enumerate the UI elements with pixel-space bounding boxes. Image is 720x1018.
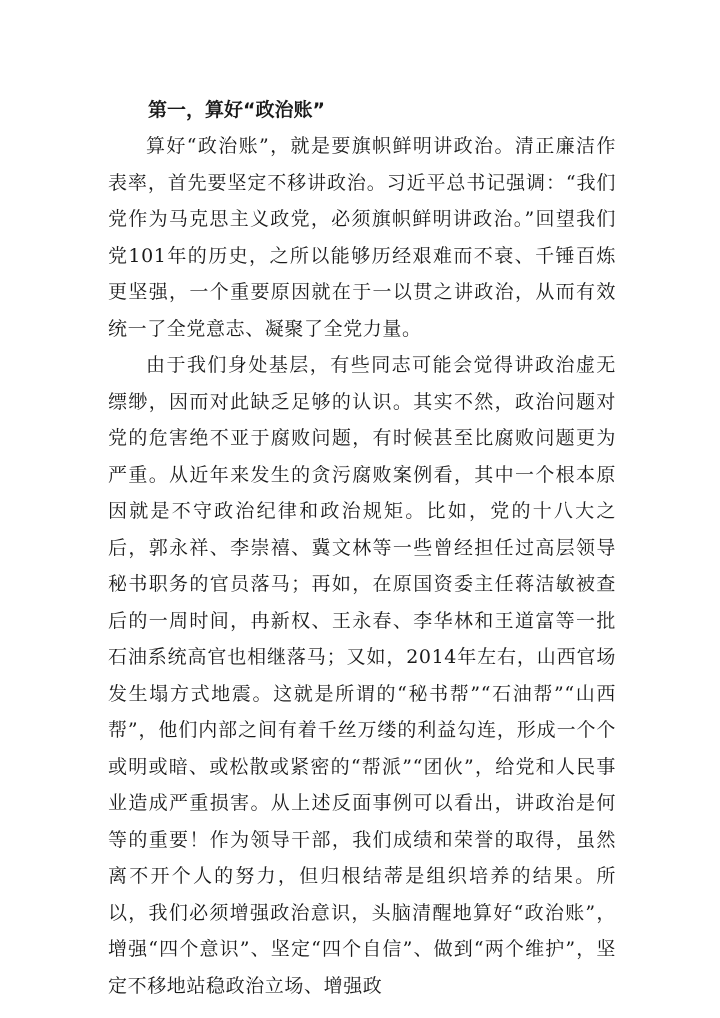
- section-heading: 第一，算好“政治账”: [148, 99, 325, 121]
- document-page: [108, 92, 616, 1004]
- paragraph-1: 算好“政治账”，就是要旗帜鲜明讲政治。清正廉洁作表率，首先要坚定不移讲政治。习近平总书记强调：“我们党作为马克思主义政党，必须旗帜鲜明讲政治。”回望我们党101年的历史，之所以能够历经艰难而不衰、千锤百炼更坚强，一个重要原因就在于一以贯之讲政治，从而有效统一了全党意志、凝聚了全党力量。: [108, 135, 616, 340]
- paragraph-2: 由于我们身处基层，有些同志可能会觉得讲政治虚无缥缈，因而对此缺乏足够的认识。其实不然，政治问题对党的危害绝不亚于腐败问题，有时候甚至比腐败问题更为严重。从近年来发生的贪污腐败案例看，其中一个根本原因就是不守政治纪律和政治规矩。比如，党的十八大之后，郭永祥、李崇禧、冀文林等一些曾经担任过高层领导秘书职务的官员落马；再如，在原国资委主任蒋洁敏被查后的一周时间，冉新权、王永春、李华林和王道富等一批石油系统高官也相继落马；又如，2014年左右，山西官场发生塌方式地震。这就是所谓的“秘书帮”“石油帮”“山西帮”，他们内部之间有着千丝万缕的利益勾连，形成一个个或明或暗、或松散或紧密的“帮派”“团伙”，给党和人民事业造成严重损害。从上述反面事例可以看出，讲政治是何等的重要！作为领导干部，我们成绩和荣誉的取得，虽然离不开个人的努力，但归根结蒂是组织培养的结果。所以，我们必须增强政治意识，头脑清醒地算好“政治账”，增强“四个意识”、坚定“四个自信”、做到“两个维护”，坚定不移地站稳政治立场、增强政: [108, 354, 616, 997]
